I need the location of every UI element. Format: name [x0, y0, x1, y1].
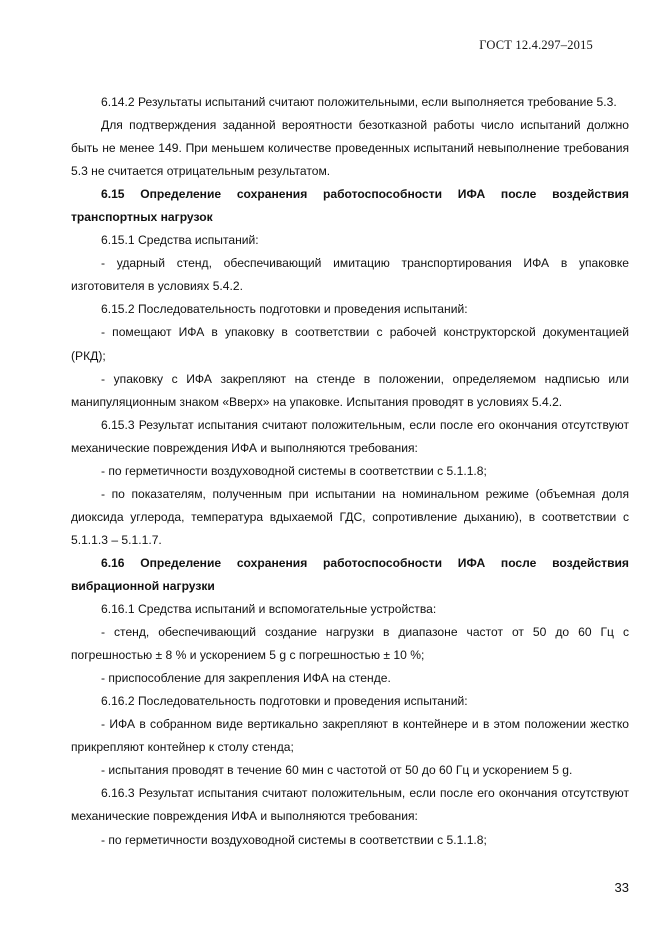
- paragraph: - упаковку с ИФА закрепляют на стенде в положении, определяемом надписью или манипуляционным знаком «Вверх» на упаковке. Испытания проводят в условиях 5.4.2.: [71, 371, 629, 409]
- paragraph: - ударный стенд, обеспечивающий имитацию транспортирования ИФА в упаковке изготовителя в условиях 5.4.2.: [71, 256, 629, 294]
- section-heading: 6.16 Определение сохранения работоспособности ИФА после воздействия вибрационной нагрузки: [71, 555, 629, 593]
- paragraph: - стенд, обеспечивающий создание нагрузки в диапазоне частот от 50 до 60 Гц с погрешностью ± 8 % и ускорением 5 g с погрешностью ± 10 %;: [71, 625, 629, 663]
- page-number: 33: [614, 880, 629, 895]
- paragraph: - по герметичности воздуховодной системы в соответствии с 5.1.1.8;: [101, 832, 487, 847]
- section-heading: 6.15 Определение сохранения работоспособности ИФА после воздействия транспортных нагрузок: [71, 187, 629, 225]
- document-code: ГОСТ 12.4.297–2015: [479, 38, 593, 52]
- paragraph: - испытания проводят в течение 60 мин с частотой от 50 до 60 Гц и ускорением 5 g.: [101, 763, 573, 778]
- paragraph: 6.16.3 Результат испытания считают положительным, если после его окончания отсутствуют механические повреждения ИФА и выполняются требования:: [71, 786, 629, 824]
- paragraph: 6.15.3 Результат испытания считают положительным, если после его окончания отсутствуют механические повреждения ИФА и выполняются требования:: [71, 417, 629, 455]
- paragraph: Для подтверждения заданной вероятности безотказной работы число испытаний должно быть не менее 149. При меньшем количестве проведенных испытаний невыполнение требования 5.3 не считается отрицательным результатом.: [71, 118, 629, 179]
- document-body: [71, 91, 629, 852]
- paragraph: - по показателям, полученным при испытании на номинальном режиме (объемная доля диоксида углерода, температура вдыхаемой ГДС, сопротивление дыханию), в соответствии с 5.1.1.3 – 5.1.1.7.: [71, 486, 629, 547]
- paragraph: - по герметичности воздуховодной системы в соответствии с 5.1.1.8;: [101, 463, 487, 478]
- paragraph: 6.16.2 Последовательность подготовки и проведения испытаний:: [101, 694, 468, 709]
- paragraph: - помещают ИФА в упаковку в соответствии с рабочей конструкторской документацией (РКД);: [71, 325, 629, 363]
- paragraph: 6.16.1 Средства испытаний и вспомогательные устройства:: [101, 602, 437, 617]
- paragraph: 6.15.2 Последовательность подготовки и проведения испытаний:: [101, 302, 468, 317]
- paragraph: 6.14.2 Результаты испытаний считают положительными, если выполняется требование 5.3.: [101, 95, 617, 109]
- paragraph: - ИФА в собранном виде вертикально закрепляют в контейнере и в этом положении жестко прикрепляют контейнер к столу стенда;: [71, 717, 629, 755]
- paragraph: 6.15.1 Средства испытаний:: [101, 233, 259, 248]
- paragraph: - приспособление для закрепления ИФА на стенде.: [101, 671, 391, 686]
